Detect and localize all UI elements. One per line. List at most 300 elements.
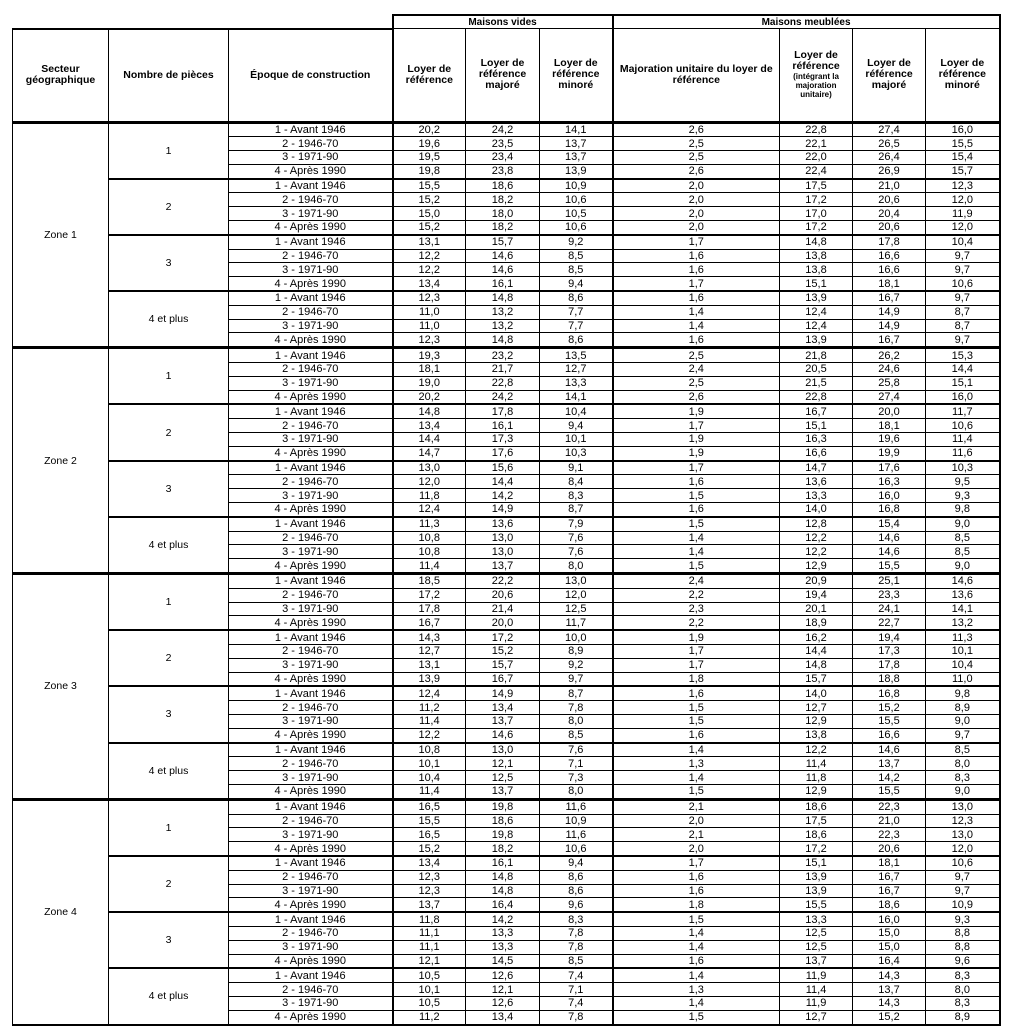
table-row — [13, 291, 1000, 305]
majoration-unitaire-cell: 1,6 — [613, 263, 780, 277]
meuble-loyer-minore-cell: 8,7 — [926, 319, 1000, 333]
col-header-meuble-loyer-reference — [780, 29, 853, 123]
majoration-unitaire-cell: 1,4 — [613, 319, 780, 333]
loyer-minore-cell: 9,1 — [540, 461, 613, 475]
epoque-cell: 1 - Avant 1946 — [229, 291, 393, 305]
meuble-loyer-reference-cell: 16,3 — [780, 433, 853, 447]
col-header-loyer-majore: Loyer de référence majoré — [466, 29, 540, 123]
loyer-minore-cell: 14,1 — [540, 122, 613, 137]
loyer-majore-cell: 13,2 — [466, 305, 540, 319]
meuble-loyer-majore-cell: 16,4 — [853, 954, 926, 968]
meuble-loyer-minore-cell: 15,4 — [926, 151, 1000, 165]
meuble-loyer-majore-cell: 15,2 — [853, 1010, 926, 1024]
majoration-unitaire-cell: 1,9 — [613, 433, 780, 447]
loyer-majore-cell: 19,8 — [466, 799, 540, 814]
loyer-majore-cell: 13,0 — [466, 531, 540, 545]
loyer-majore-cell: 17,2 — [466, 630, 540, 644]
loyer-minore-cell: 13,3 — [540, 376, 613, 390]
loyer-majore-cell: 14,4 — [466, 475, 540, 489]
meuble-loyer-reference-cell: 12,7 — [780, 701, 853, 715]
meuble-loyer-reference-cell: 13,9 — [780, 291, 853, 305]
meuble-loyer-reference-cell: 12,7 — [780, 1010, 853, 1024]
meuble-loyer-minore-cell: 11,3 — [926, 630, 1000, 644]
loyer-minore-cell: 11,6 — [540, 828, 613, 842]
loyer-minore-cell: 10,9 — [540, 179, 613, 193]
loyer-minore-cell: 13,9 — [540, 164, 613, 178]
loyer-reference-cell: 10,8 — [393, 545, 466, 559]
pieces-label: 3 — [109, 912, 229, 968]
loyer-minore-cell: 7,3 — [540, 771, 613, 785]
col-header-meuble-note: (intégrant la majoration unitaire) — [793, 71, 839, 99]
epoque-cell: 3 - 1971-90 — [229, 319, 393, 333]
meuble-loyer-majore-cell: 23,3 — [853, 588, 926, 602]
epoque-cell: 2 - 1946-70 — [229, 137, 393, 151]
epoque-cell: 2 - 1946-70 — [229, 363, 393, 377]
loyer-reference-cell: 19,5 — [393, 151, 466, 165]
majoration-unitaire-cell: 1,6 — [613, 503, 780, 517]
col-header-pieces: Nombre de pièces — [109, 29, 229, 123]
majoration-unitaire-cell: 2,0 — [613, 842, 780, 856]
meuble-loyer-minore-cell: 14,1 — [926, 602, 1000, 616]
col-header-meuble-loyer-minore: Loyer de référence minoré — [926, 29, 1000, 123]
loyer-majore-cell: 18,0 — [466, 207, 540, 221]
loyer-minore-cell: 8,5 — [540, 249, 613, 263]
epoque-cell: 4 - Après 1990 — [229, 1010, 393, 1024]
majoration-unitaire-cell: 2,6 — [613, 164, 780, 178]
loyer-minore-cell: 10,9 — [540, 814, 613, 828]
loyer-minore-cell: 8,7 — [540, 503, 613, 517]
majoration-unitaire-cell: 1,7 — [613, 658, 780, 672]
majoration-unitaire-cell: 1,8 — [613, 672, 780, 686]
meuble-loyer-minore-cell: 9,7 — [926, 263, 1000, 277]
loyer-majore-cell: 17,6 — [466, 446, 540, 460]
loyer-minore-cell: 7,6 — [540, 743, 613, 757]
meuble-loyer-minore-cell: 9,5 — [926, 475, 1000, 489]
meuble-loyer-minore-cell: 9,0 — [926, 784, 1000, 799]
loyer-reference-cell: 10,8 — [393, 743, 466, 757]
pieces-label: 3 — [109, 686, 229, 742]
majoration-unitaire-cell: 2,2 — [613, 588, 780, 602]
meuble-loyer-minore-cell: 9,7 — [926, 333, 1000, 348]
meuble-loyer-majore-cell: 26,2 — [853, 348, 926, 363]
epoque-cell: 3 - 1971-90 — [229, 828, 393, 842]
meuble-loyer-minore-cell: 8,3 — [926, 771, 1000, 785]
table-row — [13, 179, 1000, 193]
epoque-cell: 2 - 1946-70 — [229, 701, 393, 715]
loyer-majore-cell: 18,6 — [466, 814, 540, 828]
loyer-reference-cell: 13,4 — [393, 419, 466, 433]
loyer-minore-cell: 10,6 — [540, 221, 613, 235]
epoque-cell: 1 - Avant 1946 — [229, 630, 393, 644]
meuble-loyer-minore-cell: 16,0 — [926, 390, 1000, 404]
loyer-reference-cell: 11,2 — [393, 1010, 466, 1024]
loyer-reference-cell: 16,5 — [393, 828, 466, 842]
table-row — [13, 122, 1000, 137]
loyer-majore-cell: 14,8 — [466, 884, 540, 898]
loyer-reference-cell: 12,0 — [393, 475, 466, 489]
meuble-loyer-majore-cell: 25,8 — [853, 376, 926, 390]
meuble-loyer-minore-cell: 8,5 — [926, 531, 1000, 545]
col-header-loyer-reference: Loyer de référence — [393, 29, 466, 123]
meuble-loyer-minore-cell: 12,0 — [926, 193, 1000, 207]
meuble-loyer-reference-cell: 15,1 — [780, 277, 853, 291]
majoration-unitaire-cell: 1,6 — [613, 333, 780, 348]
majoration-unitaire-cell: 1,4 — [613, 771, 780, 785]
epoque-cell: 2 - 1946-70 — [229, 814, 393, 828]
loyer-reference-cell: 19,0 — [393, 376, 466, 390]
loyer-reference-cell: 19,6 — [393, 137, 466, 151]
epoque-cell: 4 - Après 1990 — [229, 164, 393, 178]
meuble-loyer-majore-cell: 15,5 — [853, 784, 926, 799]
pieces-label: 4 et plus — [109, 517, 229, 574]
majoration-unitaire-cell: 2,5 — [613, 348, 780, 363]
loyer-minore-cell: 12,0 — [540, 588, 613, 602]
meuble-loyer-minore-cell: 8,5 — [926, 545, 1000, 559]
meuble-loyer-majore-cell: 16,8 — [853, 503, 926, 517]
meuble-loyer-majore-cell: 16,6 — [853, 728, 926, 742]
majoration-unitaire-cell: 1,7 — [613, 644, 780, 658]
majoration-unitaire-cell: 2,1 — [613, 799, 780, 814]
meuble-loyer-reference-cell: 12,8 — [780, 517, 853, 531]
majoration-unitaire-cell: 2,3 — [613, 602, 780, 616]
meuble-loyer-reference-cell: 14,4 — [780, 644, 853, 658]
meuble-loyer-reference-cell: 14,8 — [780, 658, 853, 672]
majoration-unitaire-cell: 1,5 — [613, 559, 780, 574]
loyer-majore-cell: 18,2 — [466, 842, 540, 856]
loyer-reference-cell: 18,1 — [393, 363, 466, 377]
loyer-minore-cell: 10,6 — [540, 193, 613, 207]
epoque-cell: 2 - 1946-70 — [229, 419, 393, 433]
loyer-minore-cell: 10,4 — [540, 404, 613, 418]
epoque-cell: 4 - Après 1990 — [229, 672, 393, 686]
epoque-cell: 4 - Après 1990 — [229, 503, 393, 517]
epoque-cell: 1 - Avant 1946 — [229, 856, 393, 870]
loyer-reference-cell: 12,7 — [393, 644, 466, 658]
meuble-loyer-reference-cell: 16,6 — [780, 446, 853, 460]
epoque-cell: 3 - 1971-90 — [229, 658, 393, 672]
loyer-reference-cell: 10,5 — [393, 996, 466, 1010]
loyer-majore-cell: 14,2 — [466, 912, 540, 926]
loyer-majore-cell: 13,0 — [466, 743, 540, 757]
meuble-loyer-majore-cell: 26,5 — [853, 137, 926, 151]
meuble-loyer-reference-cell: 12,2 — [780, 531, 853, 545]
loyer-minore-cell: 11,6 — [540, 799, 613, 814]
meuble-loyer-minore-cell: 10,6 — [926, 277, 1000, 291]
majoration-unitaire-cell: 1,7 — [613, 419, 780, 433]
meuble-loyer-minore-cell: 9,3 — [926, 489, 1000, 503]
loyer-minore-cell: 8,3 — [540, 912, 613, 926]
loyer-minore-cell: 11,7 — [540, 616, 613, 630]
meuble-loyer-majore-cell: 17,6 — [853, 461, 926, 475]
epoque-cell: 3 - 1971-90 — [229, 884, 393, 898]
majoration-unitaire-cell: 1,4 — [613, 926, 780, 940]
meuble-loyer-reference-cell: 11,8 — [780, 771, 853, 785]
meuble-loyer-minore-cell: 15,7 — [926, 164, 1000, 178]
pieces-label: 1 — [109, 574, 229, 631]
majoration-unitaire-cell: 2,4 — [613, 574, 780, 589]
epoque-cell: 1 - Avant 1946 — [229, 404, 393, 418]
meuble-loyer-majore-cell: 19,9 — [853, 446, 926, 460]
meuble-loyer-majore-cell: 16,7 — [853, 291, 926, 305]
loyer-reference-cell: 12,4 — [393, 686, 466, 700]
loyer-reference-cell: 11,0 — [393, 319, 466, 333]
meuble-loyer-reference-cell: 17,0 — [780, 207, 853, 221]
meuble-loyer-majore-cell: 26,4 — [853, 151, 926, 165]
epoque-cell: 3 - 1971-90 — [229, 207, 393, 221]
meuble-loyer-majore-cell: 16,8 — [853, 686, 926, 700]
meuble-loyer-minore-cell: 10,6 — [926, 856, 1000, 870]
meuble-loyer-majore-cell: 22,7 — [853, 616, 926, 630]
epoque-cell: 3 - 1971-90 — [229, 489, 393, 503]
meuble-loyer-reference-cell: 13,9 — [780, 870, 853, 884]
meuble-loyer-minore-cell: 8,5 — [926, 743, 1000, 757]
table-row — [13, 856, 1000, 870]
meuble-loyer-majore-cell: 20,6 — [853, 193, 926, 207]
meuble-loyer-minore-cell: 12,0 — [926, 221, 1000, 235]
meuble-loyer-majore-cell: 27,4 — [853, 122, 926, 137]
loyer-reference-cell: 18,5 — [393, 574, 466, 589]
loyer-minore-cell: 9,7 — [540, 672, 613, 686]
loyer-majore-cell: 13,7 — [466, 784, 540, 799]
meuble-loyer-reference-cell: 13,8 — [780, 263, 853, 277]
meuble-loyer-majore-cell: 26,9 — [853, 164, 926, 178]
epoque-cell: 3 - 1971-90 — [229, 940, 393, 954]
loyer-majore-cell: 13,7 — [466, 714, 540, 728]
loyer-minore-cell: 8,0 — [540, 714, 613, 728]
meuble-loyer-minore-cell: 9,7 — [926, 728, 1000, 742]
meuble-loyer-minore-cell: 12,3 — [926, 179, 1000, 193]
meuble-loyer-majore-cell: 15,5 — [853, 714, 926, 728]
majoration-unitaire-cell: 1,6 — [613, 728, 780, 742]
meuble-loyer-reference-cell: 11,9 — [780, 968, 853, 982]
majoration-unitaire-cell: 2,0 — [613, 193, 780, 207]
meuble-loyer-minore-cell: 10,1 — [926, 644, 1000, 658]
table-row — [13, 461, 1000, 475]
meuble-loyer-minore-cell: 11,0 — [926, 672, 1000, 686]
loyer-minore-cell: 10,5 — [540, 207, 613, 221]
loyer-reference-cell: 13,4 — [393, 856, 466, 870]
meuble-loyer-reference-cell: 22,8 — [780, 390, 853, 404]
loyer-reference-cell: 13,4 — [393, 277, 466, 291]
loyer-minore-cell: 9,4 — [540, 419, 613, 433]
meuble-loyer-reference-cell: 12,5 — [780, 940, 853, 954]
meuble-loyer-majore-cell: 14,3 — [853, 968, 926, 982]
epoque-cell: 1 - Avant 1946 — [229, 179, 393, 193]
zone-label: Zone 1 — [13, 122, 109, 348]
loyer-reference-cell: 12,2 — [393, 728, 466, 742]
loyer-majore-cell: 14,6 — [466, 263, 540, 277]
meuble-loyer-reference-cell: 21,5 — [780, 376, 853, 390]
loyer-reference-cell: 10,1 — [393, 757, 466, 771]
meuble-loyer-majore-cell: 14,9 — [853, 319, 926, 333]
epoque-cell: 3 - 1971-90 — [229, 602, 393, 616]
majoration-unitaire-cell: 1,4 — [613, 996, 780, 1010]
zone-label: Zone 3 — [13, 574, 109, 800]
loyer-reference-cell: 19,8 — [393, 164, 466, 178]
group-header-maisons-meublees: Maisons meublées — [613, 15, 1000, 29]
loyer-majore-cell: 16,1 — [466, 856, 540, 870]
pieces-label: 4 et plus — [109, 743, 229, 800]
meuble-loyer-reference-cell: 19,4 — [780, 588, 853, 602]
meuble-loyer-minore-cell: 11,9 — [926, 207, 1000, 221]
loyer-minore-cell: 8,5 — [540, 263, 613, 277]
loyer-majore-cell: 18,2 — [466, 193, 540, 207]
loyer-minore-cell: 7,4 — [540, 968, 613, 982]
majoration-unitaire-cell: 2,0 — [613, 814, 780, 828]
epoque-cell: 2 - 1946-70 — [229, 193, 393, 207]
loyer-majore-cell: 13,4 — [466, 1010, 540, 1024]
loyer-reference-cell: 10,4 — [393, 771, 466, 785]
meuble-loyer-reference-cell: 11,4 — [780, 983, 853, 997]
loyer-majore-cell: 13,3 — [466, 926, 540, 940]
table-row — [13, 235, 1000, 249]
loyer-minore-cell: 8,5 — [540, 728, 613, 742]
loyer-majore-cell: 16,1 — [466, 419, 540, 433]
loyer-minore-cell: 13,0 — [540, 574, 613, 589]
table-row — [13, 348, 1000, 363]
meuble-loyer-reference-cell: 17,2 — [780, 842, 853, 856]
loyer-minore-cell: 8,3 — [540, 489, 613, 503]
loyer-majore-cell: 12,6 — [466, 968, 540, 982]
meuble-loyer-minore-cell: 8,8 — [926, 926, 1000, 940]
loyer-minore-cell: 8,6 — [540, 884, 613, 898]
epoque-cell: 2 - 1946-70 — [229, 644, 393, 658]
majoration-unitaire-cell: 2,5 — [613, 151, 780, 165]
loyer-reference-cell: 15,5 — [393, 179, 466, 193]
loyer-reference-cell: 11,4 — [393, 714, 466, 728]
loyer-minore-cell: 10,6 — [540, 842, 613, 856]
epoque-cell: 1 - Avant 1946 — [229, 686, 393, 700]
majoration-unitaire-cell: 1,4 — [613, 743, 780, 757]
loyer-reference-cell: 20,2 — [393, 122, 466, 137]
meuble-loyer-reference-cell: 17,5 — [780, 814, 853, 828]
majoration-unitaire-cell: 1,6 — [613, 291, 780, 305]
meuble-loyer-reference-cell: 21,8 — [780, 348, 853, 363]
meuble-loyer-minore-cell: 9,0 — [926, 559, 1000, 574]
majoration-unitaire-cell: 1,4 — [613, 545, 780, 559]
zone-label: Zone 4 — [13, 799, 109, 1024]
loyer-reference-cell: 13,1 — [393, 235, 466, 249]
loyer-reference-cell: 15,5 — [393, 814, 466, 828]
meuble-loyer-majore-cell: 17,8 — [853, 658, 926, 672]
meuble-loyer-reference-cell: 17,2 — [780, 193, 853, 207]
meuble-loyer-reference-cell: 14,0 — [780, 503, 853, 517]
loyer-majore-cell: 17,3 — [466, 433, 540, 447]
meuble-loyer-minore-cell: 8,0 — [926, 983, 1000, 997]
epoque-cell: 4 - Après 1990 — [229, 616, 393, 630]
loyer-reference-cell: 13,0 — [393, 461, 466, 475]
loyer-majore-cell: 12,5 — [466, 771, 540, 785]
col-header-meuble-loyer-majore: Loyer de référence majoré — [853, 29, 926, 123]
pieces-label: 1 — [109, 348, 229, 405]
epoque-cell: 3 - 1971-90 — [229, 151, 393, 165]
col-header-meuble-loyer-reference-label: Loyer de référence — [792, 48, 840, 72]
majoration-unitaire-cell: 2,6 — [613, 390, 780, 404]
loyer-majore-cell: 13,6 — [466, 517, 540, 531]
majoration-unitaire-cell: 2,0 — [613, 207, 780, 221]
majoration-unitaire-cell: 1,9 — [613, 630, 780, 644]
loyer-reference-cell: 17,8 — [393, 602, 466, 616]
majoration-unitaire-cell: 1,4 — [613, 305, 780, 319]
majoration-unitaire-cell: 1,6 — [613, 870, 780, 884]
meuble-loyer-reference-cell: 14,8 — [780, 235, 853, 249]
epoque-cell: 4 - Après 1990 — [229, 898, 393, 912]
meuble-loyer-minore-cell: 14,6 — [926, 574, 1000, 589]
loyer-minore-cell: 7,1 — [540, 983, 613, 997]
epoque-cell: 4 - Après 1990 — [229, 277, 393, 291]
epoque-cell: 2 - 1946-70 — [229, 870, 393, 884]
meuble-loyer-reference-cell: 22,4 — [780, 164, 853, 178]
loyer-minore-cell: 10,1 — [540, 433, 613, 447]
loyer-minore-cell: 12,7 — [540, 363, 613, 377]
epoque-cell: 2 - 1946-70 — [229, 757, 393, 771]
meuble-loyer-majore-cell: 20,6 — [853, 221, 926, 235]
meuble-loyer-majore-cell: 15,0 — [853, 940, 926, 954]
loyer-reference-cell: 11,8 — [393, 489, 466, 503]
epoque-cell: 1 - Avant 1946 — [229, 122, 393, 137]
loyer-minore-cell: 13,5 — [540, 348, 613, 363]
loyer-majore-cell: 12,1 — [466, 983, 540, 997]
majoration-unitaire-cell: 1,6 — [613, 686, 780, 700]
epoque-cell: 4 - Après 1990 — [229, 221, 393, 235]
col-header-secteur: Secteur géographique — [13, 29, 109, 123]
loyer-majore-cell: 19,8 — [466, 828, 540, 842]
epoque-cell: 1 - Avant 1946 — [229, 574, 393, 589]
loyer-majore-cell: 12,1 — [466, 757, 540, 771]
loyer-majore-cell: 20,0 — [466, 616, 540, 630]
loyer-reference-cell: 12,1 — [393, 954, 466, 968]
loyer-majore-cell: 23,2 — [466, 348, 540, 363]
pieces-label: 3 — [109, 461, 229, 517]
loyer-reference-cell: 14,4 — [393, 433, 466, 447]
epoque-cell: 2 - 1946-70 — [229, 926, 393, 940]
loyer-reference-cell: 15,0 — [393, 207, 466, 221]
meuble-loyer-majore-cell: 14,6 — [853, 743, 926, 757]
meuble-loyer-majore-cell: 18,1 — [853, 856, 926, 870]
meuble-loyer-minore-cell: 8,0 — [926, 757, 1000, 771]
meuble-loyer-minore-cell: 11,6 — [926, 446, 1000, 460]
meuble-loyer-minore-cell: 8,3 — [926, 968, 1000, 982]
meuble-loyer-minore-cell: 10,6 — [926, 419, 1000, 433]
meuble-loyer-reference-cell: 18,6 — [780, 828, 853, 842]
meuble-loyer-minore-cell: 13,2 — [926, 616, 1000, 630]
loyer-minore-cell: 8,6 — [540, 291, 613, 305]
epoque-cell: 3 - 1971-90 — [229, 996, 393, 1010]
epoque-cell: 4 - Après 1990 — [229, 954, 393, 968]
majoration-unitaire-cell: 2,4 — [613, 363, 780, 377]
meuble-loyer-majore-cell: 16,3 — [853, 475, 926, 489]
loyer-minore-cell: 7,1 — [540, 757, 613, 771]
loyer-reference-cell: 16,5 — [393, 799, 466, 814]
majoration-unitaire-cell: 2,1 — [613, 828, 780, 842]
meuble-loyer-reference-cell: 12,9 — [780, 784, 853, 799]
epoque-cell: 1 - Avant 1946 — [229, 517, 393, 531]
meuble-loyer-minore-cell: 16,0 — [926, 122, 1000, 137]
col-header-loyer-minore: Loyer de référence minoré — [540, 29, 613, 123]
meuble-loyer-majore-cell: 19,6 — [853, 433, 926, 447]
majoration-unitaire-cell: 1,7 — [613, 235, 780, 249]
majoration-unitaire-cell: 1,6 — [613, 249, 780, 263]
loyer-majore-cell: 16,7 — [466, 672, 540, 686]
loyer-majore-cell: 13,2 — [466, 319, 540, 333]
table-row — [13, 574, 1000, 589]
table-row — [13, 912, 1000, 926]
header-blank — [13, 15, 393, 29]
meuble-loyer-reference-cell: 18,9 — [780, 616, 853, 630]
loyer-reference-cell: 12,3 — [393, 333, 466, 348]
meuble-loyer-minore-cell: 11,7 — [926, 404, 1000, 418]
loyer-minore-cell: 10,3 — [540, 446, 613, 460]
